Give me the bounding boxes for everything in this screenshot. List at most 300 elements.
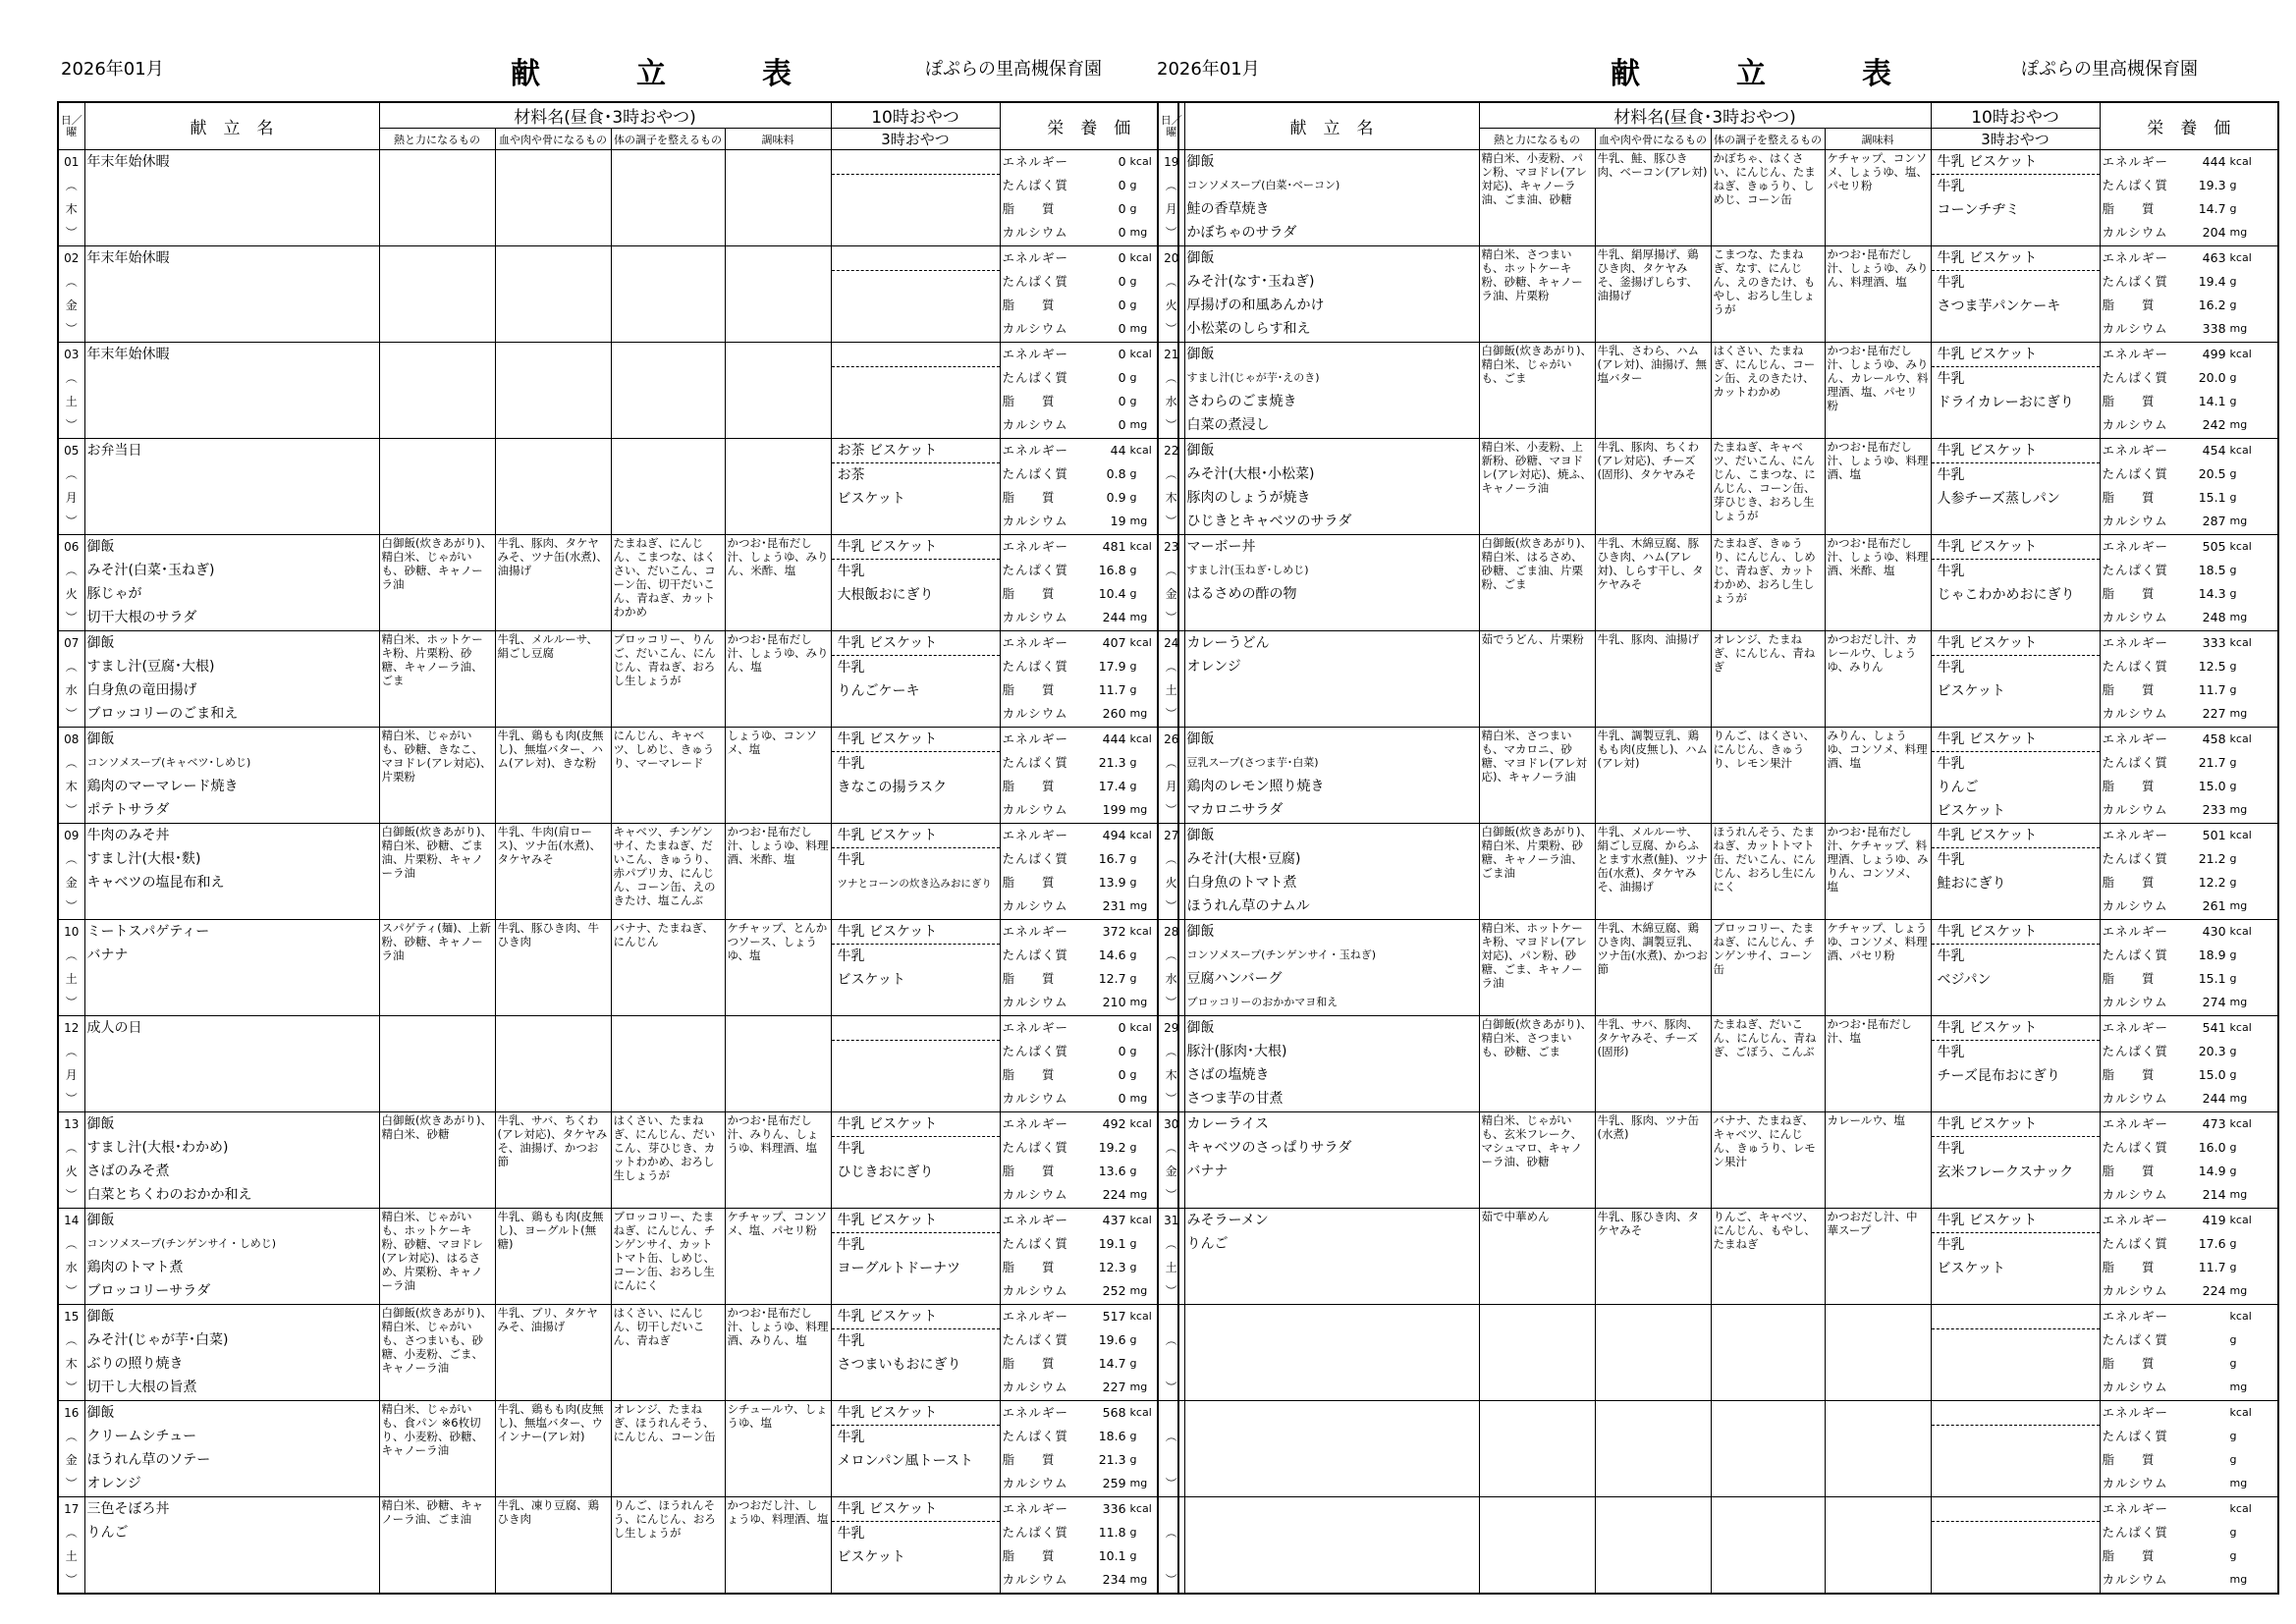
nutrition-value: 568: [1102, 1405, 1126, 1420]
nutrition-label: エネルギー: [1002, 1501, 1069, 1516]
snack-10am: 牛乳 ビスケット: [1932, 1209, 2100, 1233]
snack-3pm: 牛乳: [837, 1237, 865, 1253]
nutrition-energy-row: [1001, 246, 1178, 270]
nutrition-calcium-row: [2101, 510, 2278, 533]
nutrition-calcium-row: [1001, 1472, 1178, 1495]
day-bracket-open: ︵: [1165, 1430, 1177, 1443]
nutrition-label: エネルギー: [1002, 731, 1069, 746]
nutrition-label: 脂 質: [1002, 1164, 1056, 1178]
menu-day-row: [1158, 1305, 2278, 1401]
day-date: 12: [64, 1021, 80, 1035]
nutrition-energy-row: [2101, 1305, 2278, 1328]
nutrition-energy-row: [1001, 535, 1178, 559]
nutrition-unit: mg: [2229, 1477, 2248, 1489]
nutrition-unit: g: [2229, 1141, 2237, 1154]
nutrition-unit: mg: [2229, 1188, 2248, 1201]
nutrition-cell: [2100, 1305, 2278, 1401]
nutrition-value: 12.2: [2198, 875, 2226, 890]
ingredients-body: 牛乳、豚肉、ちくわ(アレ対応)、チーズ(固形)、タケヤみそ: [1595, 439, 1711, 535]
header-snack-10: 10時おやつ: [1931, 102, 2100, 129]
nutrition-label: エネルギー: [2102, 924, 2169, 939]
nutrition-calcium-row: [2101, 1279, 2278, 1303]
nutrition-label: カルシウム: [2102, 1476, 2168, 1490]
nutrition-label: たんぱく質: [1002, 563, 1069, 577]
snack-3pm: 牛乳: [1937, 179, 1965, 194]
nutrition-unit: g: [1129, 683, 1137, 696]
ingredients-seasoning: ケチャップ、コンソメ、塩、パセリ粉: [725, 1209, 831, 1305]
menu-dish: 年末年始休暇: [86, 154, 170, 170]
nutrition-value: 430: [2202, 924, 2226, 939]
nutrition-label: カルシウム: [1002, 321, 1068, 336]
nutrition-label: たんぱく質: [1002, 755, 1069, 770]
ingredients-seasoning: [1825, 1401, 1931, 1497]
nutrition-label: エネルギー: [2102, 1116, 2169, 1131]
day-date: 02: [64, 251, 80, 265]
nutrition-label: たんぱく質: [1002, 466, 1069, 481]
ingredients-energy: 茹でうどん、片栗粉: [1479, 631, 1595, 728]
snack-3pm: ビスケット: [837, 972, 905, 988]
snack-3pm: コーンチヂミ: [1937, 202, 2020, 218]
menu-day-row: [1158, 1016, 2278, 1112]
snack-cell: [831, 535, 1000, 631]
nutrition-value: 12.7: [1098, 971, 1126, 986]
snack-3pm: 牛乳: [1937, 948, 1965, 964]
nutrition-value: 21.7: [2198, 755, 2226, 770]
snack-3pm: ツナとコーンの炊き込みおにぎり: [837, 878, 992, 890]
nutrition-calcium-row: [1001, 1279, 1178, 1303]
nutrition-protein-row: [2101, 1136, 2278, 1160]
snack-3pm: 牛乳: [1937, 852, 1965, 868]
menu-dish: 鶏肉のマーマレード焼き: [86, 779, 239, 794]
ingredients-body: 牛乳、絹厚揚げ、鶏ひき肉、タケヤみそ、釜揚げしらす、油揚げ: [1595, 246, 1711, 343]
menu-dish: 御飯: [86, 1116, 115, 1132]
nutrition-label: エネルギー: [2102, 539, 2169, 554]
nutrition-value: 444: [1102, 731, 1126, 746]
ingredients-energy: 白御飯(炊きあがり)、精白米、じゃがいも、さつまいも、砂糖、小麦粉、ごま、キャノーラ油: [379, 1305, 495, 1401]
menu-dish: ほうれん草のナムル: [1186, 898, 1310, 914]
nutrition-label: カルシウム: [2102, 417, 2168, 432]
day-bracket-open: ︵: [65, 179, 78, 192]
snack-cell: [831, 246, 1000, 343]
menu-dish: さばの塩焼き: [1186, 1067, 1270, 1083]
ingredients-energy: [1479, 1497, 1595, 1594]
day-cell: [58, 728, 84, 824]
header-nutrition: 栄 養 価: [2100, 102, 2278, 150]
day-of-week: 水: [1165, 395, 1177, 408]
menu-dish: 御飯: [1186, 347, 1215, 362]
nutrition-energy-row: [2101, 535, 2278, 559]
snack-3pm: ビスケット: [1937, 683, 2005, 699]
nutrition-unit: g: [1129, 1453, 1137, 1466]
nutrition-protein-row: [1001, 270, 1178, 294]
nutrition-label: たんぱく質: [2102, 466, 2169, 481]
nutrition-value: [2171, 1328, 2230, 1352]
snack-10am: [832, 343, 1000, 367]
snack-cell: [1931, 343, 2100, 439]
nutrition-unit: g: [1129, 660, 1137, 673]
nutrition-unit: kcal: [1129, 636, 1152, 649]
ingredients-body: [1595, 1497, 1711, 1594]
day-cell: [1158, 535, 1184, 631]
ingredients-seasoning: [725, 343, 831, 439]
ingredients-energy: 精白米、ホットケーキ粉、片栗粉、砂糖、キャノーラ油、ごま: [379, 631, 495, 728]
menu-names: [1184, 1016, 1479, 1112]
nutrition-protein-row: [2101, 559, 2278, 582]
nutrition-value: 19.2: [1098, 1140, 1126, 1155]
nutrition-unit: g: [1129, 1333, 1137, 1346]
nutrition-value: 12.3: [1098, 1260, 1126, 1274]
ingredients-condition: たまねぎ、キャベツ、だいこん、にんじん、こまつな、にんじん、コーン缶、芽ひじき、おろし生しょうが: [1711, 439, 1825, 535]
header-day-label: 日／曜: [60, 113, 82, 138]
day-cell: [1158, 439, 1184, 535]
nutrition-cell: [1000, 1209, 1178, 1305]
snack-10am: [1932, 1305, 2100, 1329]
nutrition-value: 21.3: [1098, 1452, 1126, 1467]
header-ingredients: 材料名(昼食･3時おやつ): [379, 102, 831, 129]
day-date: 23: [1164, 540, 1179, 554]
nutrition-label: たんぱく質: [2102, 1044, 2169, 1058]
nutrition-unit: g: [1129, 1549, 1137, 1562]
nutrition-protein-row: [1001, 1425, 1178, 1448]
nutrition-label: たんぱく質: [2102, 1140, 2169, 1155]
nutrition-fat-row: [1001, 1063, 1178, 1087]
ingredients-body: 牛乳、豚肉、タケヤみそ、ツナ缶(水煮)、油揚げ: [495, 535, 611, 631]
menu-dish: 白菜の煮浸し: [1186, 417, 1270, 433]
ingredients-condition: [611, 150, 725, 246]
menu-dish: 小松菜のしらす和え: [1186, 321, 1311, 337]
snack-3pm: ベジパン: [1937, 972, 1992, 988]
nutrition-unit: mg: [1129, 1573, 1148, 1586]
ingredients-seasoning: かつお･昆布だし汁、塩: [1825, 1016, 1931, 1112]
menu-dish: 鶏肉のレモン照り焼き: [1186, 779, 1325, 794]
nutrition-label: カルシウム: [2102, 321, 2168, 336]
header-body-group: 血や肉や骨になるもの: [495, 129, 611, 150]
nutrition-value: 234: [1102, 1572, 1126, 1587]
menu-dish: 白菜とちくわのおかか和え: [86, 1187, 252, 1203]
snack-10am: 牛乳 ビスケット: [1932, 824, 2100, 848]
ingredients-condition: [1711, 1497, 1825, 1594]
nutrition-label: カルシウム: [2102, 898, 2168, 913]
snack-3pm: メロンパン風トースト: [837, 1453, 973, 1469]
menu-dish: マーボー丼: [1186, 539, 1256, 555]
menu-names: [84, 1401, 379, 1497]
snack-cell: [1931, 1497, 2100, 1594]
ingredients-condition: オレンジ、たまねぎ、にんじん、青ねぎ: [1711, 631, 1825, 728]
nutrition-label: エネルギー: [1002, 828, 1069, 842]
nutrition-energy-row: [1001, 631, 1178, 655]
snack-10am: 牛乳 ビスケット: [832, 1305, 1000, 1329]
ingredients-body: 牛乳、鶏もも肉(皮無し)、無塩バター、ウインナー(アレ対): [495, 1401, 611, 1497]
day-date: 24: [1164, 636, 1179, 650]
nutrition-label: カルシウム: [2102, 706, 2168, 721]
nutrition-value: 14.6: [1098, 947, 1126, 962]
menu-dish: 切干し大根の旨煮: [86, 1380, 197, 1395]
nutrition-value: 13.6: [1098, 1164, 1126, 1178]
nutrition-value: [2171, 1521, 2230, 1544]
snack-3pm: 牛乳: [1937, 756, 1965, 772]
nutrition-value: 338: [2202, 321, 2226, 336]
nutrition-label: たんぱく質: [1002, 370, 1069, 385]
snack-3pm: 牛乳: [1937, 660, 1965, 676]
header-menu: 献 立 名: [1184, 102, 1479, 150]
ingredients-body: 牛乳、鶏もも肉(皮無し)、ヨーグルト(無糖): [495, 1209, 611, 1305]
nutrition-cell: [1000, 1112, 1178, 1209]
nutrition-protein-row: [2101, 1328, 2278, 1352]
ingredients-body: 牛乳、メルルーサ、絹ごし豆腐、からふとます水煮(鮭)、ツナ缶(水煮)、タケヤみそ、油揚げ: [1595, 824, 1711, 920]
menu-names: [1184, 920, 1479, 1016]
ingredients-condition: キャベツ、チンゲンサイ、たまねぎ、だいこん、きゅうり、赤パプリカ、にんじん、コーン缶、えのきたけ、塩こんぶ: [611, 824, 725, 920]
day-cell: [58, 1209, 84, 1305]
day-cell: [58, 246, 84, 343]
day-of-week: 木: [65, 780, 78, 793]
nutrition-energy-row: [2101, 1401, 2278, 1425]
ingredients-body: 牛乳、豚肉、ツナ缶(水煮): [1595, 1112, 1711, 1209]
menu-dish: すまし汁(大根･わかめ): [86, 1140, 229, 1156]
day-date: 10: [64, 925, 80, 939]
nutrition-value: 437: [1102, 1213, 1126, 1227]
menu-day-row: [58, 246, 1178, 343]
menu-day-row: [1158, 343, 2278, 439]
nutrition-label: カルシウム: [2102, 1380, 2168, 1394]
nutrition-label: 脂 質: [1002, 490, 1056, 505]
snack-cell: [831, 728, 1000, 824]
nutrition-protein-row: [1001, 655, 1178, 678]
nutrition-value: [2171, 1401, 2230, 1425]
ingredients-energy: スパゲティ(麺)、上新粉、砂糖、キャノーラ油: [379, 920, 495, 1016]
day-of-week: 水: [1165, 972, 1177, 986]
snack-10am: 牛乳 ビスケット: [1932, 246, 2100, 271]
nutrition-value: 473: [2202, 1116, 2226, 1131]
ingredients-seasoning: ケチャップ、しょうゆ、コンソメ、料理酒、パセリ粉: [1825, 920, 1931, 1016]
nutrition-unit: mg: [1129, 803, 1148, 816]
nutrition-unit: g: [2229, 395, 2237, 407]
nutrition-unit: g: [2229, 467, 2237, 480]
snack-3pm: 牛乳: [1937, 371, 1965, 387]
nutrition-unit: g: [2229, 179, 2237, 191]
nutrition-unit: g: [2229, 683, 2237, 696]
day-date: 20: [1164, 251, 1179, 265]
header-snack-10: 10時おやつ: [831, 102, 1000, 129]
nutrition-protein-row: [1001, 559, 1178, 582]
day-bracket-close: ︶: [65, 707, 78, 721]
menu-names: [1184, 1305, 1479, 1401]
nutrition-label: エネルギー: [2102, 443, 2169, 458]
nutrition-value: [2171, 1472, 2230, 1495]
nutrition-value: [2171, 1497, 2230, 1521]
ingredients-energy: [1479, 1305, 1595, 1401]
ingredients-seasoning: しょうゆ、コンソメ、塩: [725, 728, 831, 824]
nutrition-protein-row: [2101, 1425, 2278, 1448]
header-condition-group: 体の調子を整えるもの: [611, 129, 725, 150]
day-cell: [1158, 1112, 1184, 1209]
nutrition-energy-row: [1001, 1209, 1178, 1232]
day-bracket-close: ︶: [65, 322, 78, 336]
ingredients-condition: りんご、キャベツ、にんじん、もやし、たまねぎ: [1711, 1209, 1825, 1305]
nutrition-calcium-row: [2101, 317, 2278, 341]
menu-names: [84, 1209, 379, 1305]
snack-cell: [1931, 920, 2100, 1016]
nutrition-unit: g: [1129, 467, 1137, 480]
nutrition-energy-row: [1001, 1112, 1178, 1136]
menu-day-row: [1158, 631, 2278, 728]
nutrition-value: 20.0: [2198, 370, 2226, 385]
nutrition-label: カルシウム: [1002, 1572, 1068, 1587]
snack-3pm: 牛乳: [837, 564, 865, 579]
ingredients-condition: はくさい、たまねぎ、にんじん、コーン缶、えのきたけ、カットわかめ: [1711, 343, 1825, 439]
day-cell: [1158, 631, 1184, 728]
day-bracket-close: ︶: [1165, 514, 1177, 528]
nutrition-label: カルシウム: [2102, 610, 2168, 624]
ingredients-seasoning: [725, 246, 831, 343]
menu-dish: りんご: [1186, 1236, 1229, 1252]
nutrition-calcium-row: [1001, 221, 1178, 244]
nutrition-label: たんぱく質: [1002, 1236, 1069, 1251]
menu-dish: オレンジ: [1186, 659, 1241, 675]
nutrition-unit: g: [1129, 1068, 1137, 1081]
nutrition-unit: g: [1129, 948, 1137, 961]
nutrition-cell: [2100, 1209, 2278, 1305]
menu-day-row: [1158, 439, 2278, 535]
nutrition-label: 脂 質: [2102, 1356, 2156, 1371]
ingredients-energy: [379, 343, 495, 439]
nutrition-value: 16.8: [1098, 563, 1126, 577]
menu-day-row: [1158, 535, 2278, 631]
day-bracket-close: ︶: [65, 1380, 78, 1394]
nutrition-value: 463: [2202, 250, 2226, 265]
menu-dish: ブロッコリーサラダ: [86, 1283, 211, 1299]
nutrition-value: 244: [2202, 1091, 2226, 1106]
menu-dish: すまし汁(大根･麩): [86, 851, 201, 867]
nutrition-unit: mg: [1129, 611, 1148, 623]
ingredients-energy: 精白米、小麦粉、上新粉、砂糖、マヨドレ(アレ対応)、焼ふ、キャノーラ油: [1479, 439, 1595, 535]
day-of-week: 土: [65, 972, 78, 986]
day-date: 27: [1164, 829, 1179, 842]
menu-dish: さばのみそ煮: [86, 1164, 170, 1179]
nutrition-label: 脂 質: [1002, 394, 1056, 408]
nutrition-protein-row: [2101, 174, 2278, 197]
nutrition-cell: [1000, 824, 1178, 920]
nutrition-label: エネルギー: [1002, 635, 1069, 650]
nutrition-value: [2171, 1425, 2230, 1448]
ingredients-body: 牛乳、鶏もも肉(皮無し)、無塩バター、ハム(アレ対)、きな粉: [495, 728, 611, 824]
nutrition-value: 20.5: [2198, 466, 2226, 481]
nutrition-energy-row: [1001, 1016, 1178, 1040]
menu-dish: 鮭の香草焼き: [1186, 201, 1270, 217]
ingredients-seasoning: かつお･昆布だし汁、しょうゆ、料理酒、米酢、塩: [1825, 535, 1931, 631]
nutrition-value: 210: [1102, 995, 1126, 1009]
day-of-week: 土: [65, 1549, 78, 1563]
nutrition-value: 14.7: [2198, 201, 2226, 216]
nutrition-value: 11.8: [1098, 1525, 1126, 1540]
day-of-week: 金: [65, 876, 78, 890]
snack-10am: お茶 ビスケット: [832, 439, 1000, 463]
snack-10am: 牛乳 ビスケット: [832, 1209, 1000, 1233]
ingredients-energy: 白御飯(炊きあがり)、精白米、じゃがいも、ごま: [1479, 343, 1595, 439]
day-of-week: 月: [65, 491, 78, 505]
nutrition-label: たんぱく質: [1002, 659, 1069, 674]
menu-dish: オレンジ: [86, 1476, 141, 1491]
menu-day-row: [58, 1305, 1178, 1401]
snack-10am: 牛乳 ビスケット: [1932, 920, 2100, 945]
nutrition-label: エネルギー: [2102, 154, 2169, 169]
nutrition-label: カルシウム: [1002, 802, 1068, 817]
nutrition-energy-row: [1001, 728, 1178, 751]
nutrition-energy-row: [2101, 150, 2278, 174]
nutrition-value: 242: [2202, 417, 2226, 432]
ingredients-body: [495, 150, 611, 246]
nutrition-value: 21.2: [2198, 851, 2226, 866]
nutrition-cell: [2100, 1016, 2278, 1112]
nutrition-calcium-row: [1001, 317, 1178, 341]
nutrition-protein-row: [1001, 174, 1178, 197]
ingredients-seasoning: かつお･昆布だし汁、ケチャップ、料理酒、しょうゆ、みりん、コンソメ、塩: [1825, 824, 1931, 920]
ingredients-condition: りんご、はくさい、にんじん、きゅうり、レモン果汁: [1711, 728, 1825, 824]
ingredients-condition: [1711, 1401, 1825, 1497]
nutrition-label: 脂 質: [2102, 1067, 2156, 1082]
menu-dish: 切干大根のサラダ: [86, 610, 197, 625]
nutrition-fat-row: [2101, 1256, 2278, 1279]
menu-dish: みそ汁(白菜･玉ねぎ): [86, 563, 215, 578]
day-bracket-close: ︶: [65, 1573, 78, 1587]
snack-3pm: きなこの揚ラスク: [837, 780, 948, 795]
nutrition-label: 脂 質: [1002, 971, 1056, 986]
ingredients-body: [495, 439, 611, 535]
snack-10am: 牛乳 ビスケット: [1932, 535, 2100, 560]
menu-dish: みそ汁(大根･小松菜): [1186, 466, 1315, 482]
nutrition-label: たんぱく質: [1002, 1429, 1069, 1443]
snack-3pm: さつま芋パンケーキ: [1937, 298, 2061, 314]
menu-names: [84, 824, 379, 920]
day-bracket-close: ︶: [65, 1092, 78, 1106]
nutrition-unit: g: [2229, 1430, 2237, 1442]
nutrition-value: 14.3: [2198, 586, 2226, 601]
ingredients-condition: オレンジ、たまねぎ、ほうれんそう、にんじん、コーン缶: [611, 1401, 725, 1497]
menu-dish: かぼちゃのサラダ: [1186, 225, 1297, 241]
menu-names: [1184, 439, 1479, 535]
nutrition-unit: kcal: [1129, 1214, 1152, 1226]
nutrition-protein-row: [2101, 1232, 2278, 1256]
nutrition-unit: g: [2229, 275, 2237, 288]
nutrition-value: 233: [2202, 802, 2226, 817]
nutrition-label: 脂 質: [1002, 875, 1056, 890]
day-bracket-close: ︶: [1165, 1477, 1177, 1490]
nutrition-fat-row: [2101, 486, 2278, 510]
ingredients-energy: 白御飯(炊きあがり)、精白米、砂糖: [379, 1112, 495, 1209]
nutrition-unit: kcal: [1129, 1021, 1152, 1034]
nursery-left: ぽぷらの里高槻保育園: [925, 59, 1102, 80]
nutrition-unit: g: [2229, 1453, 2237, 1466]
ingredients-seasoning: ケチャップ、とんかつソース、しょうゆ、塩: [725, 920, 831, 1016]
ingredients-body: 牛乳、さわら、ハム(アレ対)、油揚げ、無塩バター: [1595, 343, 1711, 439]
day-cell: [1158, 824, 1184, 920]
nutrition-label: 脂 質: [2102, 682, 2156, 697]
nutrition-protein-row: [1001, 462, 1178, 486]
nutrition-unit: g: [1129, 371, 1137, 384]
nutrition-energy-row: [1001, 1497, 1178, 1521]
day-bracket-open: ︵: [1165, 275, 1177, 289]
day-of-week: 月: [1165, 202, 1177, 216]
snack-10am: 牛乳 ビスケット: [832, 1401, 1000, 1426]
nutrition-cell: [1000, 631, 1178, 728]
menu-dish: コンソメスープ(チンゲンサイ・しめじ): [86, 1237, 277, 1250]
menu-dish: バナナ: [86, 947, 129, 963]
snack-3pm: ひじきおにぎり: [837, 1164, 934, 1180]
day-bracket-open: ︵: [1165, 660, 1177, 674]
nutrition-label: 脂 質: [2102, 779, 2156, 793]
day-bracket-close: ︶: [1165, 1284, 1177, 1298]
nutrition-value: 12.5: [2198, 659, 2226, 674]
nutrition-fat-row: [2101, 1352, 2278, 1376]
